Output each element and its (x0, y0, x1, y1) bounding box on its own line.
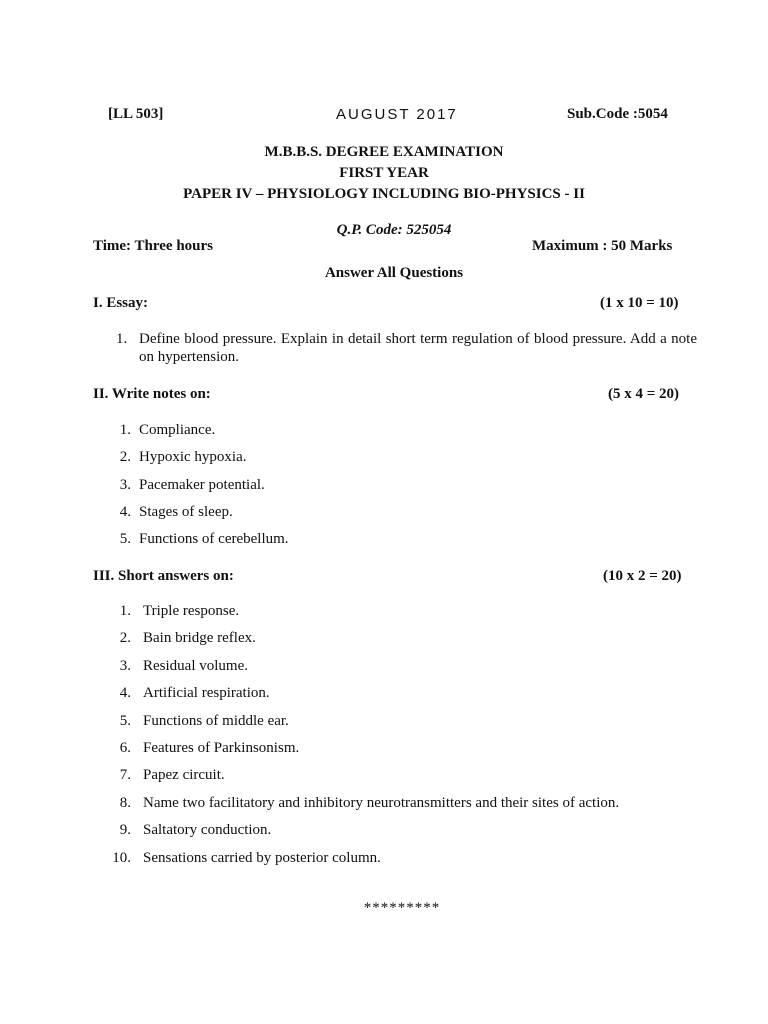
section-essay-marks: (1 x 10 = 10) (600, 295, 679, 311)
short-question: Functions of middle ear. (143, 712, 289, 729)
short-question: Saltatory conduction. (143, 822, 272, 839)
paper-code: [LL 503] (108, 106, 164, 122)
short-question-number: 10. (112, 849, 131, 866)
notes-question: Functions of cerebellum. (139, 531, 289, 548)
notes-question: Pacemaker potential. (139, 476, 265, 493)
short-question: Residual volume. (143, 657, 248, 674)
short-question-number: 3. (119, 657, 131, 674)
short-question: Triple response. (143, 603, 240, 619)
short-question-number: 5. (119, 712, 131, 729)
short-question: Name two facilitatory and inhibitory neurotransmitters and their sites of action. (143, 794, 620, 811)
notes-question: Hypoxic hypoxia. (139, 449, 247, 466)
short-question: Features of Parkinsonism. (143, 740, 300, 756)
short-question: Bain bridge reflex. (143, 630, 256, 647)
notes-question: Stages of sleep. (139, 503, 233, 520)
essay-question: Define blood pressure. Explain in detail short term regulation of blood pressure. Add a note on hypertension. (139, 331, 697, 365)
section-notes-marks: (5 x 4 = 20) (608, 386, 680, 402)
short-question-number: 2. (119, 630, 131, 647)
qp-code: Q.P. Code: 525054 (336, 222, 452, 238)
notes-question-number: 1. (119, 422, 131, 438)
end-of-paper-mark: ********* (363, 900, 441, 916)
notes-question-number: 5. (119, 531, 131, 548)
maximum-marks: Maximum : 50 Marks (532, 238, 673, 254)
section-notes-title: II. Write notes on: (93, 386, 211, 402)
question-number: 1. (116, 331, 128, 347)
notes-question-number: 3. (119, 476, 131, 493)
notes-question: Compliance. (139, 422, 216, 438)
short-question: Papez circuit. (143, 767, 225, 784)
short-question: Artificial respiration. (143, 685, 270, 702)
short-question-number: 9. (119, 822, 131, 839)
short-question-number: 7. (119, 767, 131, 784)
exam-duration: Time: Three hours (93, 238, 214, 254)
year-title: FIRST YEAR (339, 165, 429, 181)
degree-title: M.B.B.S. DEGREE EXAMINATION (264, 144, 504, 160)
section-short-title: III. Short answers on: (93, 568, 234, 584)
short-question-number: 1. (119, 603, 131, 619)
short-question-number: 8. (119, 794, 131, 811)
section-essay-title: I. Essay: (93, 295, 149, 311)
instruction: Answer All Questions (324, 265, 464, 281)
section-short-marks: (10 x 2 = 20) (603, 568, 682, 584)
short-question-number: 4. (119, 685, 131, 702)
notes-question-number: 4. (119, 503, 131, 520)
short-question: Sensations carried by posterior column. (143, 849, 381, 866)
notes-question-number: 2. (119, 449, 131, 466)
exam-month-year: AUGUST 2017 (336, 106, 458, 123)
paper-title: PAPER IV – PHYSIOLOGY INCLUDING BIO-PHYSICS - II (183, 186, 585, 202)
short-question-number: 6. (119, 740, 131, 756)
subject-code: Sub.Code :5054 (567, 106, 668, 122)
